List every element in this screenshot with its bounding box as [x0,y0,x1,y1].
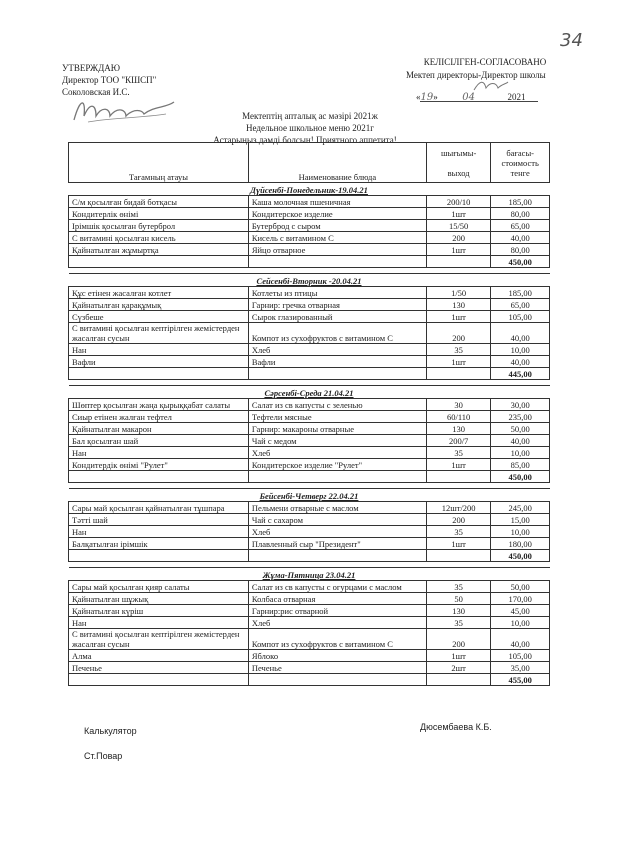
dish-kz: Құс етінен жасалған котлет [69,287,249,299]
dish-output: 35 [426,526,490,538]
table-row [69,423,550,435]
dish-ru: Пельмени отварные с маслом [248,502,426,514]
agree-date-day: 19 [420,92,434,103]
dish-price: 85,00 [491,459,550,471]
total-spacer [426,471,490,483]
day-total: 450,00 [491,550,550,562]
menu-titles [200,110,420,146]
dish-ru: Плавленный сыр "Президент" [248,538,426,550]
total-spacer [426,674,490,686]
day-title: Сейсенбі-Вторник -20.04.21 [69,274,550,287]
dish-kz: Қайнатылған жұмыртқа [69,244,249,256]
table-row [69,356,550,368]
approve-name: Соколовская И.С. [62,87,130,97]
dish-ru: Вафли [248,356,426,368]
approve-title: УТВЕРЖДАЮ [62,63,121,73]
day-header-row [69,489,550,502]
dish-ru: Хлеб [248,344,426,356]
total-spacer [248,256,426,268]
table-row [69,196,550,208]
dish-kz: Шөптер қосылған жаңа қырыққабат салаты [69,399,249,411]
col-out-top: шығымы- [440,147,477,158]
dish-price: 50,00 [491,423,550,435]
dish-price: 185,00 [491,287,550,299]
table-row [69,459,550,471]
dish-ru: Кисель с витамином С [248,232,426,244]
table-row [69,232,550,244]
dish-price: 40,00 [491,232,550,244]
day-total-row [69,368,550,380]
dish-kz: Қайнатылған күріш [69,605,249,617]
col-ru-header: Наименование блюда [248,143,426,183]
table-row [69,244,550,256]
menu-table [68,142,550,686]
dish-output: 12шт/200 [426,502,490,514]
dish-ru: Тефтели мясные [248,411,426,423]
total-spacer [248,471,426,483]
agree-date-month: 04 [462,92,475,103]
dish-ru: Салат из св капусты с огурцами с маслом [248,581,426,593]
cook-label: Ст.Повар [84,751,123,761]
dish-kz: С витамині қосылған кисель [69,232,249,244]
total-spacer [248,550,426,562]
dish-ru: Печенье [248,662,426,674]
dish-output: 1шт [426,459,490,471]
day-total: 455,00 [491,674,550,686]
dish-output: 1/50 [426,287,490,299]
dish-ru: Яйцо отварное [248,244,426,256]
day-title: Дүйсенбі-Понедельник-19.04.21 [69,183,550,196]
dish-output: 35 [426,581,490,593]
dish-price: 180,00 [491,538,550,550]
dish-ru: Хлеб [248,526,426,538]
title-wish: Астарыңыз дәмді болсын! Приятного аппетита! [213,135,397,145]
dish-ru: Хлеб [248,447,426,459]
total-spacer [248,368,426,380]
day-title: Сәрсенбі-Среда 21.04.21 [69,386,550,399]
day-total: 445,00 [491,368,550,380]
dish-price: 170,00 [491,593,550,605]
table-row [69,581,550,593]
dish-ru: Хлеб [248,617,426,629]
dish-kz: Қайнатылған қарақұмық [69,299,249,311]
dish-output: 35 [426,447,490,459]
dish-output: 1шт [426,356,490,368]
total-spacer [426,368,490,380]
dish-kz: Сиыр етінен жалған тефтел [69,411,249,423]
calc-name: Дюсембаева К.Б. [420,722,492,732]
dish-ru: Каша молочная пшеничная [248,196,426,208]
table-row [69,617,550,629]
dish-ru: Гарнир: макароны отварные [248,423,426,435]
table-row [69,399,550,411]
dish-price: 40,00 [491,629,550,650]
dish-output: 200/10 [426,196,490,208]
total-spacer [69,256,249,268]
dish-ru: Чай с сахаром [248,514,426,526]
dish-kz: Кондитерлік өнімі [69,208,249,220]
dish-price: 235,00 [491,411,550,423]
dish-kz: Балқатылған ірімшік [69,538,249,550]
table-row [69,447,550,459]
table-row [69,502,550,514]
dish-output: 200 [426,232,490,244]
day-total-row [69,550,550,562]
dish-output: 1шт [426,650,490,662]
total-spacer [426,550,490,562]
title-kz: Мектептің апталық ас мәзірі 2021ж [242,111,378,121]
dish-price: 65,00 [491,220,550,232]
col-price-header: бағасы-стоимость тенге [491,143,550,183]
dish-kz: Алма [69,650,249,662]
dish-output: 130 [426,299,490,311]
col-out-label: выход [447,167,470,178]
dish-ru: Яблоко [248,650,426,662]
table-row [69,299,550,311]
dish-output: 130 [426,423,490,435]
day-header-row [69,386,550,399]
day-header-row [69,568,550,581]
table-row [69,287,550,299]
table-row [69,650,550,662]
dish-price: 40,00 [491,435,550,447]
table-row [69,311,550,323]
total-spacer [69,550,249,562]
dish-ru: Компот из сухофруктов с витамином С [248,323,426,344]
dish-kz: Вафли [69,356,249,368]
dish-ru: Котлеты из птицы [248,287,426,299]
day-total-row [69,674,550,686]
dish-price: 245,00 [491,502,550,514]
dish-kz: Нан [69,447,249,459]
day-total-row [69,471,550,483]
dish-kz: Сары май қосылған қияр салаты [69,581,249,593]
dish-price: 45,00 [491,605,550,617]
dish-price: 80,00 [491,244,550,256]
dish-price: 10,00 [491,526,550,538]
agree-date-line [420,101,538,102]
dish-kz: Ірімшік қосылған бутерброл [69,220,249,232]
dish-output: 200 [426,514,490,526]
dish-ru: Сырок глазированный [248,311,426,323]
dish-output: 1шт [426,311,490,323]
dish-price: 40,00 [491,356,550,368]
dish-output: 2шт [426,662,490,674]
dish-output: 200/7 [426,435,490,447]
dish-output: 15/50 [426,220,490,232]
table-row [69,411,550,423]
dish-kz: Кондитердік өнімі "Рулет" [69,459,249,471]
day-title: Бейсенбі-Четверг 22.04.21 [69,489,550,502]
dish-kz: Бал қосылған шай [69,435,249,447]
dish-price: 40,00 [491,323,550,344]
dish-price: 105,00 [491,311,550,323]
dish-output: 60/110 [426,411,490,423]
approve-role: Директор ТОО "КШСП" [62,75,157,85]
dish-kz: С витамині қосылған кептірілген жемістерден жасалған сусын [69,323,249,344]
dish-price: 10,00 [491,617,550,629]
dish-kz: Қайнатылған макарон [69,423,249,435]
dish-ru: Компот из сухофруктов с витамином С [248,629,426,650]
table-row [69,526,550,538]
day-title: Жұма-Пятница 23.04.21 [69,568,550,581]
dish-price: 80,00 [491,208,550,220]
dish-ru: Бутерброд с сыром [248,220,426,232]
dish-output: 200 [426,323,490,344]
day-header-row [69,274,550,287]
table-row [69,344,550,356]
total-spacer [69,471,249,483]
dish-output: 1шт [426,208,490,220]
col-out-header [426,143,490,183]
dish-price: 30,00 [491,399,550,411]
page-number: 34 [560,30,583,51]
agree-date-year: 2021 [507,92,526,102]
dish-ru: Чай с медом [248,435,426,447]
total-spacer [426,256,490,268]
col-kz-header: Тағамның атауы [69,143,249,183]
dish-kz: Сүзбеше [69,311,249,323]
dish-price: 10,00 [491,344,550,356]
dish-kz: С/м қосылған бидай ботқасы [69,196,249,208]
dish-kz: Нан [69,344,249,356]
table-row [69,593,550,605]
dish-ru: Кондитерское изделие "Рулет" [248,459,426,471]
dish-price: 35,00 [491,662,550,674]
dish-output: 130 [426,605,490,617]
table-row [69,220,550,232]
agree-title: КЕЛІСІЛГЕН-СОГЛАСОВАНО [423,57,547,67]
dish-ru: Колбаса отварная [248,593,426,605]
dish-price: 105,00 [491,650,550,662]
agree-role: Мектеп директоры-Директор школы [406,70,546,80]
dish-kz: Нан [69,617,249,629]
dish-output: 30 [426,399,490,411]
total-spacer [69,368,249,380]
calc-label: Калькулятор [84,726,137,736]
dish-price: 185,00 [491,196,550,208]
dish-price: 50,00 [491,581,550,593]
total-spacer [69,674,249,686]
day-total: 450,00 [491,256,550,268]
approve-signature [70,92,180,128]
table-row [69,605,550,617]
dish-kz: Печенье [69,662,249,674]
title-ru: Недельное школьное меню 2021г [246,123,374,133]
dish-kz: Қайнатылған шұжық [69,593,249,605]
table-row [69,435,550,447]
dish-kz: Нан [69,526,249,538]
dish-price: 10,00 [491,447,550,459]
menu-body [69,183,550,686]
dish-output: 35 [426,617,490,629]
dish-output: 200 [426,629,490,650]
dish-ru: Гарнир:рис отварной [248,605,426,617]
total-spacer [248,674,426,686]
table-row [69,208,550,220]
table-row [69,538,550,550]
dish-output: 50 [426,593,490,605]
day-header-row [69,183,550,196]
dish-kz: Тәтті шай [69,514,249,526]
dish-output: 1шт [426,538,490,550]
dish-ru: Салат из св капусты с зеленью [248,399,426,411]
dish-ru: Гарнир: гречка отварная [248,299,426,311]
dish-output: 1шт [426,244,490,256]
agree-date: «19» 04 2021 [416,92,526,103]
table-row [69,662,550,674]
day-total-row [69,256,550,268]
table-row [69,629,550,650]
dish-output: 35 [426,344,490,356]
dish-ru: Кондитерское изделие [248,208,426,220]
day-total: 450,00 [491,471,550,483]
dish-price: 15,00 [491,514,550,526]
dish-kz: Сары май қосылған қайнатылған тұшпара [69,502,249,514]
table-row [69,323,550,344]
dish-price: 65,00 [491,299,550,311]
dish-kz: С витамині қосылған кептірілген жемістерден жасалған сусын [69,629,249,650]
table-row [69,514,550,526]
